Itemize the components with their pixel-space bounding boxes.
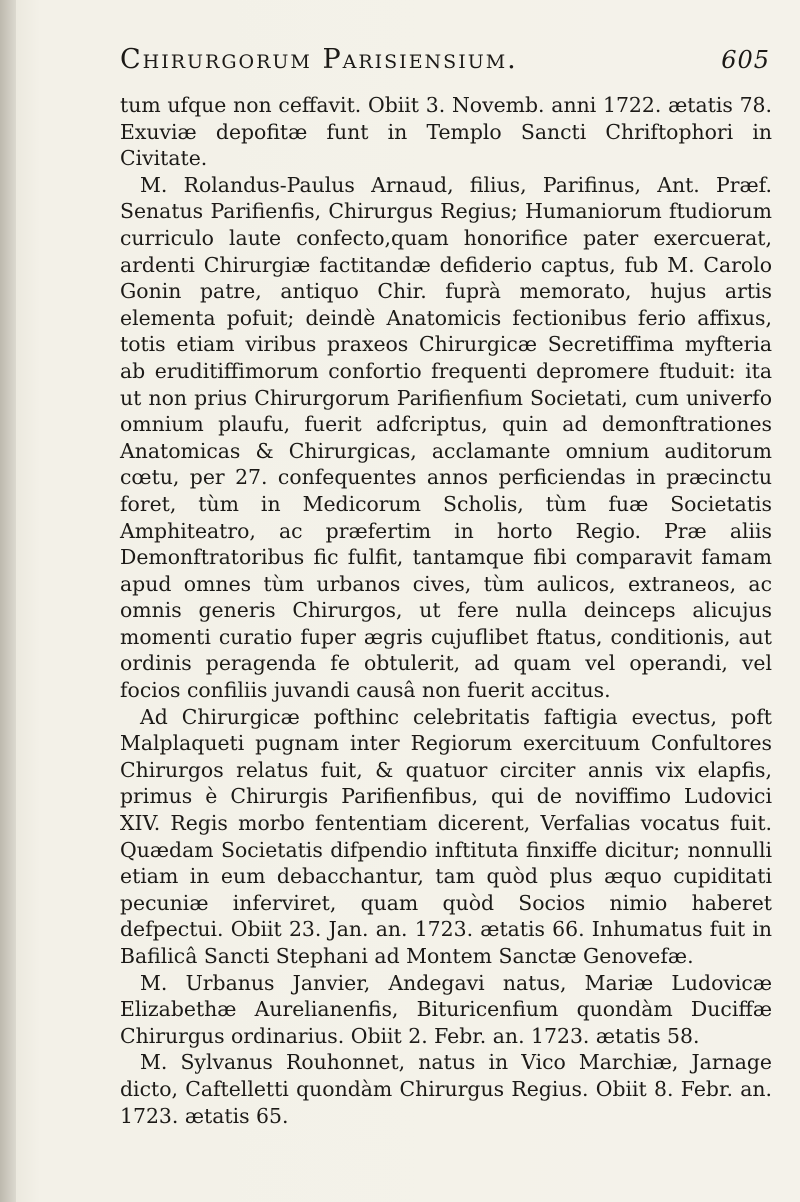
page-number: 605 <box>721 46 770 74</box>
paragraph-5: M. Sylvanus Rouhonnet, natus in Vico Marchiæ, Jarnage dicto, Caftelletti quondàm Chirurgus Regius. Obiit 8. Febr. an. 1723. ætatis 65. <box>120 1050 772 1128</box>
paragraph-2: M. Rolandus-Paulus Arnaud, filius, Parifinus, Ant. Præf. Senatus Parifienfis, Chirurgus Regius; Humaniorum ftudiorum curriculo laute confecto,quam honorifice pater exercuerat, ardenti Chirurgiæ factitandæ defiderio captus, fub M. Carolo Gonin patre, antiquo Chir. fuprà memorato, hujus artis elementa pofuit; deindè Anatomicis fectionibus ferio affixus, totis etiam viribus praxeos Chirurgicæ Secretiffima myfteria ab eruditiffimorum confortio frequenti depromere ftuduit: ita ut non prius Chirurgorum Parifienfium Societati, cum univerfo omnium plaufu, fuerit adfcriptus, quin ad demonftrationes Anatomicas & Chirurgicas, acclamante omnium auditorum cœtu, per 27. confequentes annos perficiendas in præcinctu foret, tùm in Medicorum Scholis, tùm fuæ Societatis Amphiteatro, ac præfertim in horto Regio. Præ aliis Demonftratoribus fic fulfit, tantamque fibi comparavit famam apud omnes tùm urbanos cives, tùm aulicos, extraneos, ac omnis generis Chirurgos, ut fere nulla deinceps alicujus momenti curatio fuper ægris cujuflibet ftatus, conditionis, aut ordinis peragenda fe obtulerit, ad quam vel operandi, vel focios confiliis juvandi causâ non fuerit accitus. <box>120 172 772 703</box>
paragraph-4: M. Urbanus Janvier, Andegavi natus, Mariæ Ludovicæ Elizabethæ Aurelianenfis, Bituricenfium quondàm Duciffæ Chirurgus ordinarius. Obiit 2. Febr. an. 1723. ætatis 58. <box>120 970 772 1048</box>
paragraph-1: tum ufque non ceffavit. Obiit 3. Novemb. anni 1722. ætatis 78. Exuviæ depofitæ funt in Templo Sancti Chriftophori in Civitate. <box>120 93 772 171</box>
page-header <box>120 44 770 75</box>
paragraph-3: Ad Chirurgicæ pofthinc celebritatis faftigia evectus, poft Malplaqueti pugnam inter Regiorum exercituum Confultores Chirurgos relatus fuit, & quatuor circiter annis vix elapfis, primus è Chirurgis Parifienfibus, qui de noviffimo Ludovici XIV. Regis morbo fententiam dicerent, Verfalias vocatus fuit. Quædam Societatis difpendio inftituta finxiffe dicitur; nonnulli etiam in eum debacchantur, tam quòd plus æquo cupiditati pecuniæ inferviret, quam quòd Socios nimio haberet defpectui. Obiit 23. Jan. an. 1723. ætatis 66. Inhumatus fuit in Bafilicâ Sancti Stephani ad Montem Sanctæ Genovefæ. <box>120 704 772 968</box>
book-gutter <box>0 0 16 1202</box>
body-text <box>120 92 772 1129</box>
running-title: Chirurgorum Parisiensium. <box>120 44 518 75</box>
